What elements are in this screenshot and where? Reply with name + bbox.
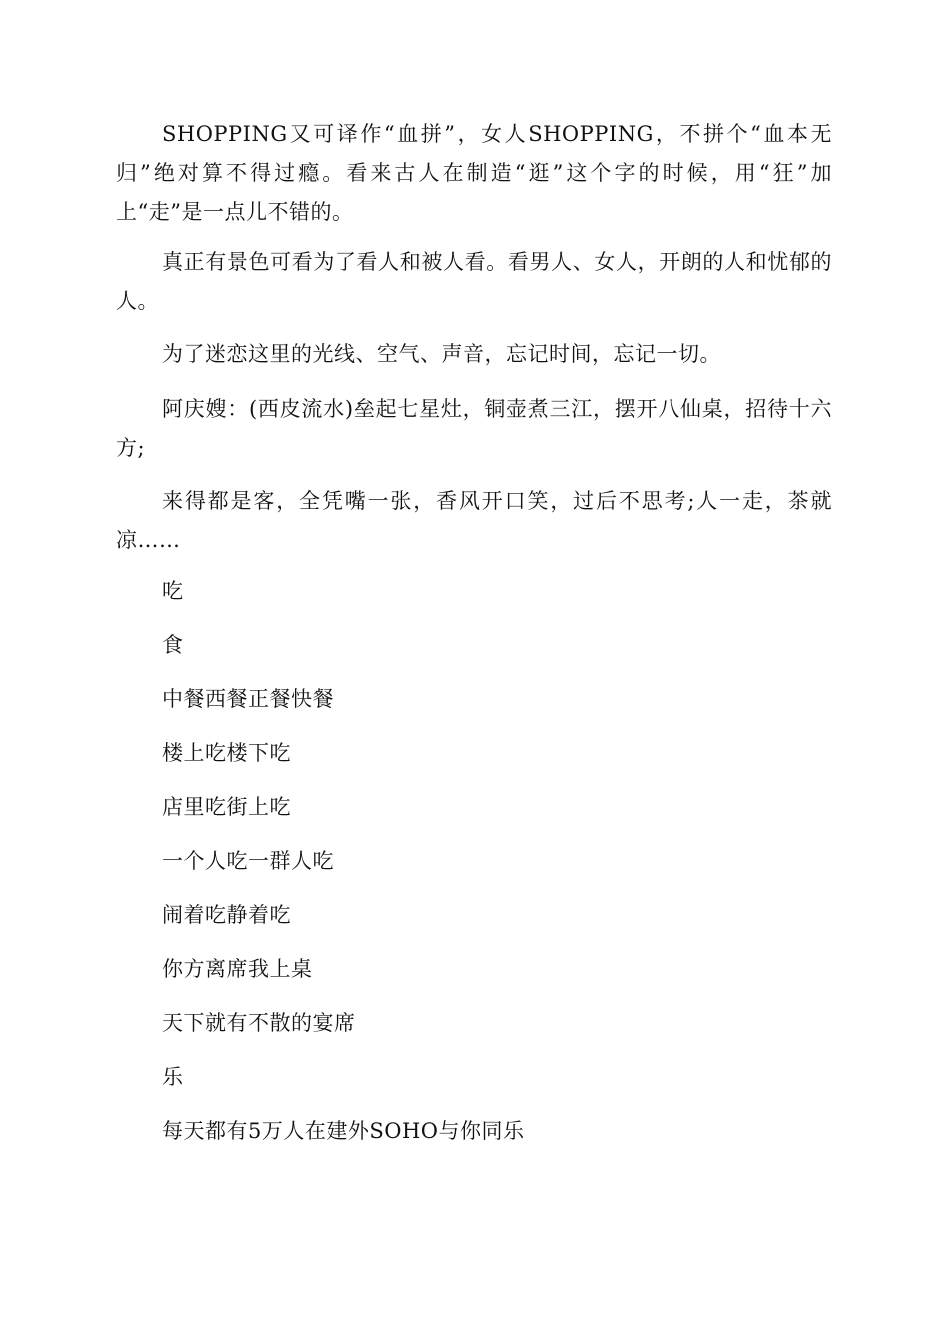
line-meals: 中餐西餐正餐快餐	[162, 687, 334, 711]
line-street: 店里吃街上吃	[162, 795, 291, 819]
line-soho: 每天都有5万人在建外SOHO与你同乐	[162, 1119, 525, 1143]
line-group: 一个人吃一群人吃	[162, 849, 334, 873]
line-banquet: 天下就有不散的宴席	[162, 1011, 356, 1035]
line-upstairs: 楼上吃楼下吃	[162, 741, 291, 765]
line-noise: 闹着吃静着吃	[162, 903, 291, 927]
paragraph-aqingsao: 阿庆嫂：(西皮流水)垒起七星灶，铜壶煮三江，摆开八仙桌，招待十六方;	[116, 397, 832, 460]
line-eat-heading: 吃	[162, 579, 184, 603]
paragraph-guests: 来得都是客，全凭嘴一张，香风开口笑，过后不思考;人一走，茶就凉……	[116, 489, 832, 552]
paragraph-shopping: SHOPPING又可译作“血拼”，女人SHOPPING，不拼个“血本无归”绝对算不得过瘾。看来古人在制造“逛”这个字的时候，用“狂”加上“走”是一点儿不错的。	[116, 122, 832, 224]
line-table: 你方离席我上桌	[162, 957, 313, 981]
paragraph-forget: 为了迷恋这里的光线、空气、声音，忘记时间，忘记一切。	[162, 342, 721, 366]
line-food-heading: 食	[162, 633, 184, 657]
paragraph-scenery: 真正有景色可看为了看人和被人看。看男人、女人，开朗的人和忧郁的人。	[116, 250, 832, 313]
line-joy-heading: 乐	[162, 1065, 184, 1089]
